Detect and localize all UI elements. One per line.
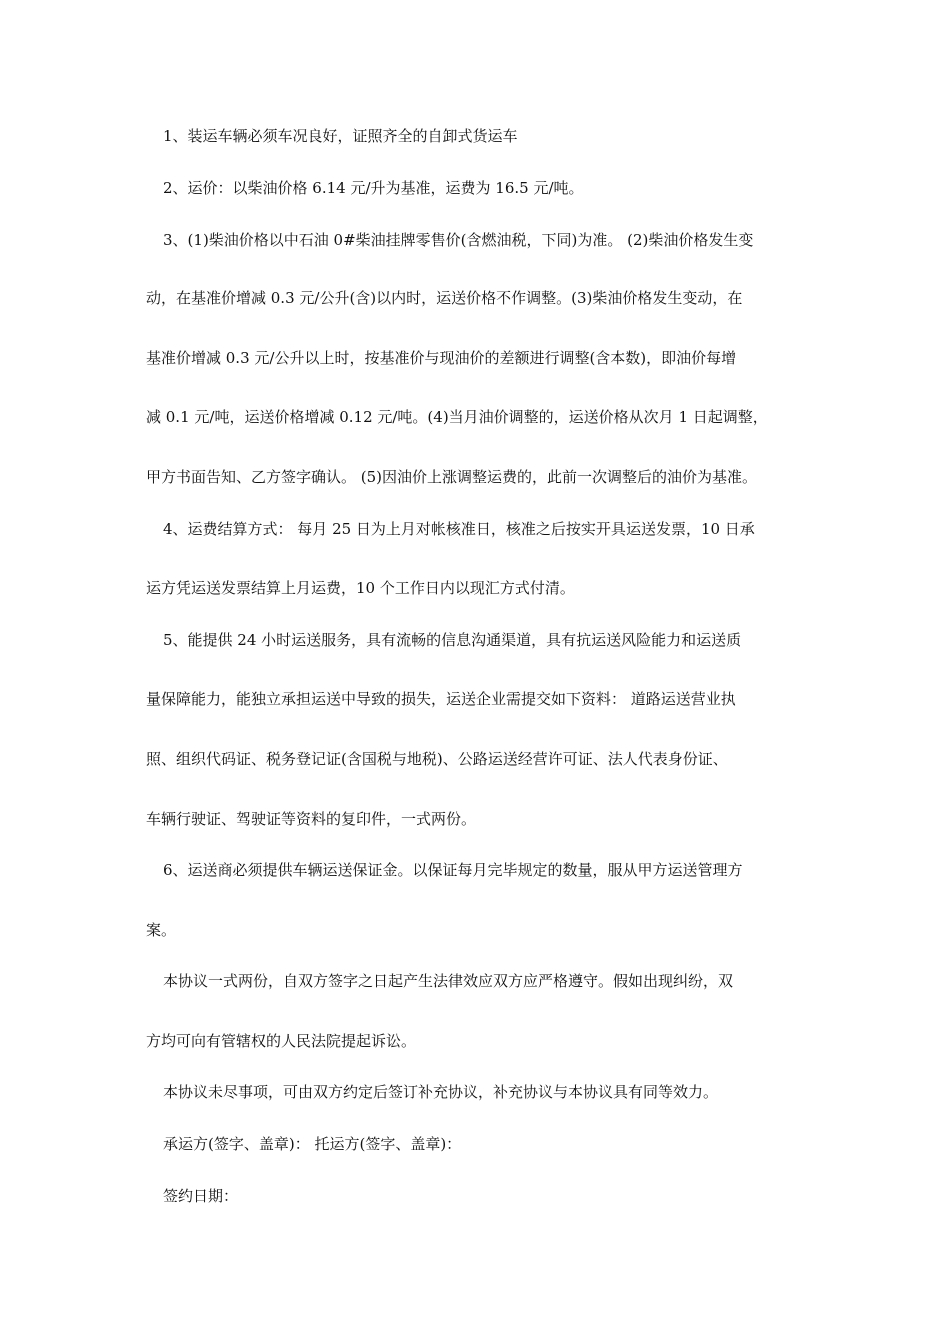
supplement-clause: 本协议未尽事项，可由双方约定后签订补充协议，补充协议与本协议具有同等效力。: [163, 1083, 719, 1101]
clause-6-line-2: 案。: [146, 921, 177, 939]
clause-6-line-1: 6、运送商必须提供车辆运送保证金。以保证每月完毕规定的数量，服从甲方运送管理方: [163, 861, 743, 879]
clause-4-line-1: 4、运费结算方式： 每月 25 日为上月对帐核准日，核准之后按实开具运送发票，10 日承: [163, 520, 755, 538]
clause-2-line: 2、运价：以柴油价格 6.14 元/升为基准，运费为 16.5 元/吨。: [163, 179, 584, 197]
clause-3-line-2: 动，在基准价增减 0.3 元/公升(含)以内时，运送价格不作调整。(3)柴油价格发生变动，在: [146, 289, 743, 307]
signing-date: 签约日期：: [163, 1187, 239, 1205]
clause-5-line-4: 车辆行驶证、驾驶证等资料的复印件，一式两份。: [146, 810, 477, 828]
agreement-copies-line-2: 方均可向有管辖权的人民法院提起诉讼。: [146, 1032, 417, 1050]
clause-3-line-3: 基准价增减 0.3 元/公升以上时，按基准价与现油价的差额进行调整(含本数)，即油价每增: [146, 349, 737, 367]
clause-5-line-1: 5、能提供 24 小时运送服务，具有流畅的信息沟通渠道，具有抗运送风险能力和运送质: [163, 631, 742, 649]
clause-5-line-3: 照、组织代码证、税务登记证(含国税与地税)、公路运送经营许可证、法人代表身份证、: [146, 750, 728, 768]
agreement-copies-line-1: 本协议一式两份，自双方签字之日起产生法律效应双方应严格遵守。假如出现纠纷，双: [163, 972, 734, 990]
clause-3-line-4: 减 0.1 元/吨，运送价格增减 0.12 元/吨。(4)当月油价调整的，运送价格从次月 1 日起调整，: [146, 408, 768, 426]
clause-4-line-2: 运方凭运送发票结算上月运费，10 个工作日内以现汇方式付清。: [146, 579, 575, 597]
clause-1-line: 1、装运车辆必须车况良好，证照齐全的自卸式货运车: [163, 127, 518, 145]
clause-5-line-2: 量保障能力，能独立承担运送中导致的损失，运送企业需提交如下资料： 道路运送营业执: [146, 690, 736, 708]
clause-3-line-5: 甲方书面告知、乙方签字确认。 (5)因油价上涨调整运费的，此前一次调整后的油价为基准。: [146, 468, 758, 486]
signature-parties: 承运方(签字、盖章)： 托运方(签字、盖章)：: [163, 1135, 462, 1153]
clause-3-line-1: 3、(1)柴油价格以中石油 0#柴油挂牌零售价(含燃油税，下同)为准。 (2)柴油价格发生变: [163, 231, 754, 249]
